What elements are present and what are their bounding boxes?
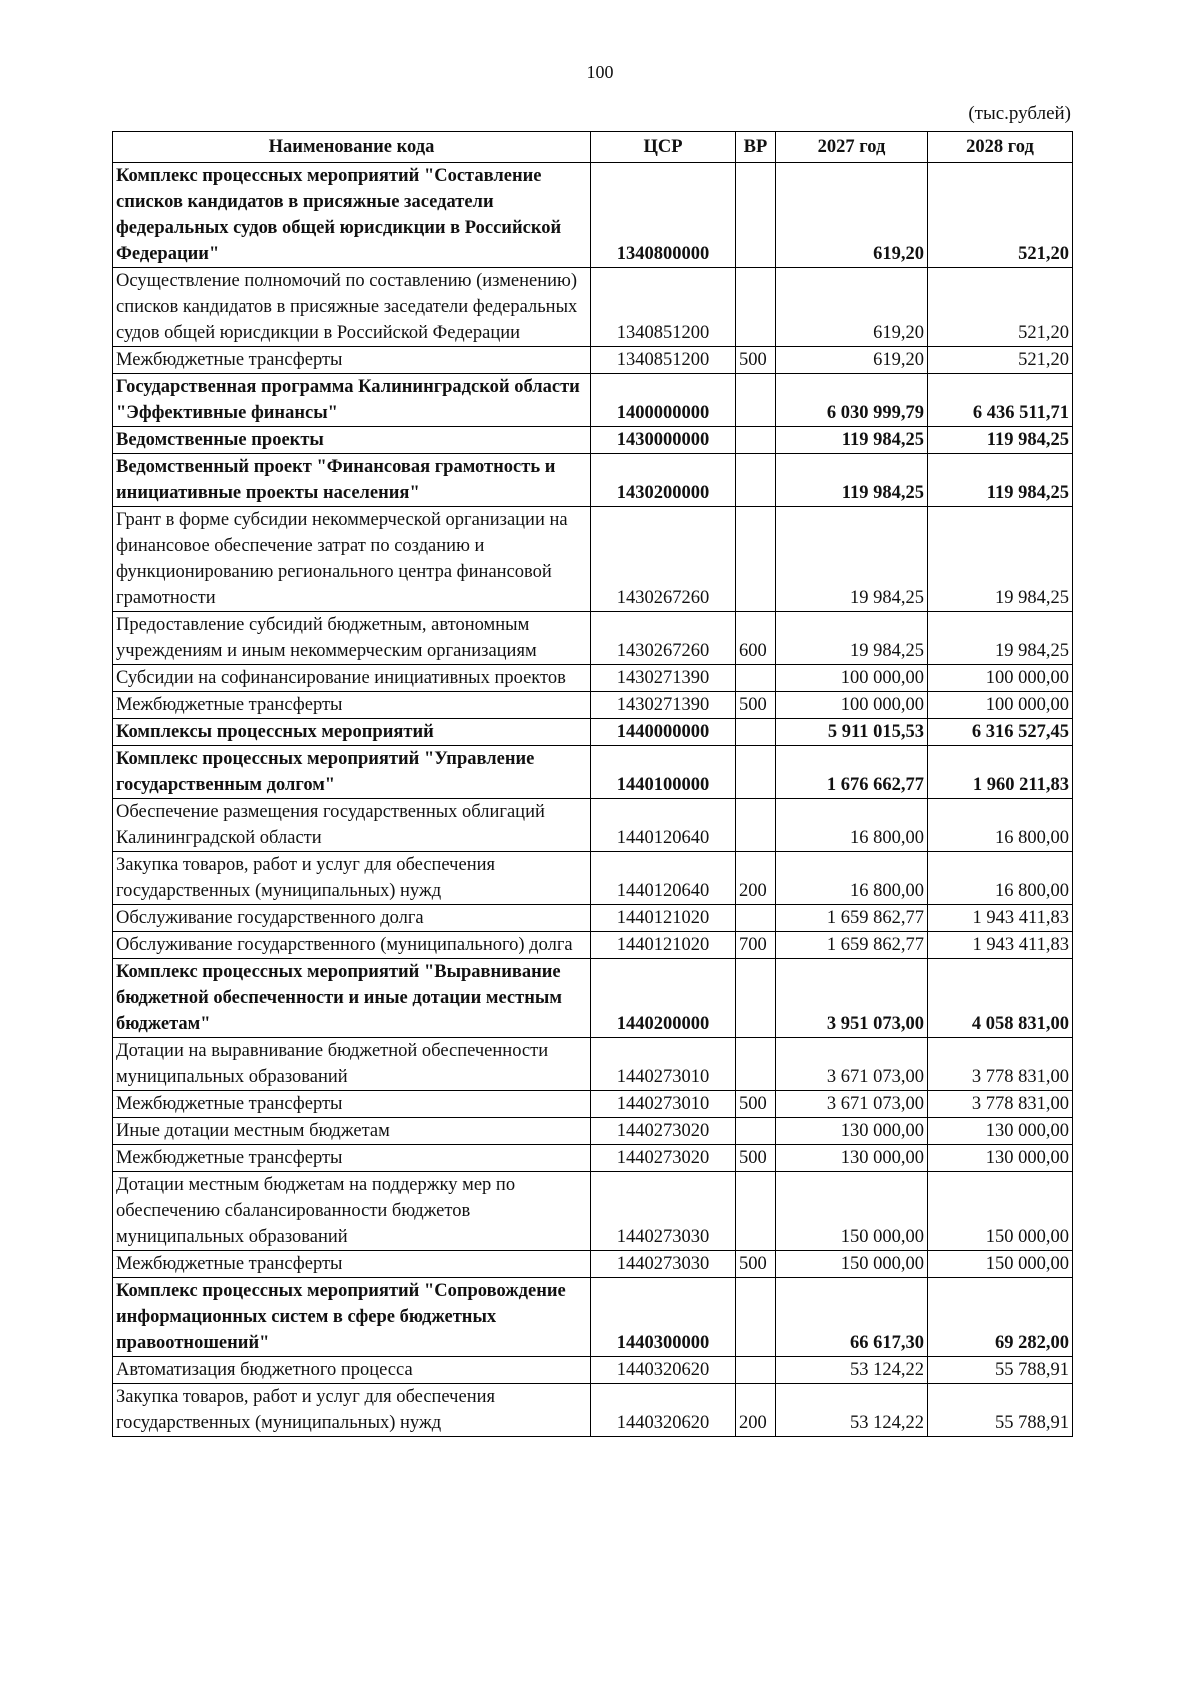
cell-vr	[736, 1357, 776, 1384]
cell-vr	[736, 454, 776, 507]
cell-2027: 3 671 073,00	[776, 1038, 928, 1091]
table-body	[113, 163, 1073, 1437]
cell-2027: 119 984,25	[776, 427, 928, 454]
cell-2027: 100 000,00	[776, 665, 928, 692]
cell-2027: 619,20	[776, 163, 928, 268]
cell-vr: 500	[736, 347, 776, 374]
cell-csr: 1440273020	[591, 1118, 736, 1145]
cell-name: Комплекс процессных мероприятий "Составление списков кандидатов в присяжные заседатели федеральных судов общей юрисдикции в Российской Федерации"	[113, 163, 591, 268]
cell-2028: 16 800,00	[928, 852, 1073, 905]
cell-name: Автоматизация бюджетного процесса	[113, 1357, 591, 1384]
cell-vr: 500	[736, 1145, 776, 1172]
cell-2027: 53 124,22	[776, 1384, 928, 1437]
cell-name: Межбюджетные трансферты	[113, 1145, 591, 1172]
cell-vr: 700	[736, 932, 776, 959]
cell-csr: 1430271390	[591, 665, 736, 692]
cell-2028: 1 943 411,83	[928, 932, 1073, 959]
cell-vr	[736, 905, 776, 932]
header-vr: ВР	[736, 132, 776, 163]
cell-csr: 1340851200	[591, 268, 736, 347]
cell-vr	[736, 1172, 776, 1251]
table-row	[113, 454, 1073, 507]
table-row	[113, 427, 1073, 454]
cell-name: Закупка товаров, работ и услуг для обеспечения государственных (муниципальных) нужд	[113, 852, 591, 905]
cell-2027: 19 984,25	[776, 507, 928, 612]
cell-2027: 3 671 073,00	[776, 1091, 928, 1118]
cell-name: Иные дотации местным бюджетам	[113, 1118, 591, 1145]
cell-csr: 1430271390	[591, 692, 736, 719]
cell-2027: 150 000,00	[776, 1172, 928, 1251]
cell-2027: 1 659 862,77	[776, 905, 928, 932]
table-row	[113, 1278, 1073, 1357]
cell-2027: 1 659 862,77	[776, 932, 928, 959]
header-2027: 2027 год	[776, 132, 928, 163]
table-row	[113, 1145, 1073, 1172]
cell-name: Комплекс процессных мероприятий "Выравнивание бюджетной обеспеченности и иные дотации местным бюджетам"	[113, 959, 591, 1038]
cell-vr	[736, 746, 776, 799]
cell-2027: 1 676 662,77	[776, 746, 928, 799]
cell-name: Дотации на выравнивание бюджетной обеспеченности муниципальных образований	[113, 1038, 591, 1091]
cell-vr	[736, 959, 776, 1038]
cell-name: Межбюджетные трансферты	[113, 1251, 591, 1278]
cell-name: Дотации местным бюджетам на поддержку мер по обеспечению сбалансированности бюджетов муниципальных образований	[113, 1172, 591, 1251]
cell-2027: 6 030 999,79	[776, 374, 928, 427]
cell-vr	[736, 374, 776, 427]
table-row	[113, 1091, 1073, 1118]
cell-2028: 6 436 511,71	[928, 374, 1073, 427]
cell-2028: 150 000,00	[928, 1251, 1073, 1278]
table-row	[113, 374, 1073, 427]
cell-vr: 500	[736, 1091, 776, 1118]
cell-2027: 130 000,00	[776, 1118, 928, 1145]
cell-2027: 119 984,25	[776, 454, 928, 507]
table-row	[113, 163, 1073, 268]
cell-2028: 150 000,00	[928, 1172, 1073, 1251]
cell-csr: 1340800000	[591, 163, 736, 268]
cell-vr: 500	[736, 1251, 776, 1278]
header-name: Наименование кода	[113, 132, 591, 163]
cell-2028: 119 984,25	[928, 427, 1073, 454]
cell-name: Межбюджетные трансферты	[113, 347, 591, 374]
cell-csr: 1440320620	[591, 1357, 736, 1384]
cell-csr: 1440300000	[591, 1278, 736, 1357]
cell-2028: 100 000,00	[928, 692, 1073, 719]
cell-2028: 130 000,00	[928, 1145, 1073, 1172]
cell-2027: 5 911 015,53	[776, 719, 928, 746]
cell-vr	[736, 427, 776, 454]
cell-vr: 200	[736, 852, 776, 905]
cell-2028: 4 058 831,00	[928, 959, 1073, 1038]
cell-vr	[736, 1278, 776, 1357]
cell-2027: 19 984,25	[776, 612, 928, 665]
table-row	[113, 905, 1073, 932]
header-csr: ЦСР	[591, 132, 736, 163]
cell-2028: 3 778 831,00	[928, 1038, 1073, 1091]
table-row	[113, 932, 1073, 959]
cell-vr: 600	[736, 612, 776, 665]
cell-name: Грант в форме субсидии некоммерческой организации на финансовое обеспечение затрат по созданию и функционированию регионального центра финансовой грамотности	[113, 507, 591, 612]
cell-csr: 1440121020	[591, 932, 736, 959]
cell-name: Комплексы процессных мероприятий	[113, 719, 591, 746]
cell-csr: 1440120640	[591, 799, 736, 852]
cell-2028: 55 788,91	[928, 1384, 1073, 1437]
page-number: 100	[586, 62, 614, 82]
cell-csr: 1430267260	[591, 612, 736, 665]
table-row	[113, 1118, 1073, 1145]
cell-2028: 100 000,00	[928, 665, 1073, 692]
cell-name: Обслуживание государственного долга	[113, 905, 591, 932]
cell-csr: 1440273020	[591, 1145, 736, 1172]
cell-2028: 19 984,25	[928, 612, 1073, 665]
cell-name: Обслуживание государственного (муниципального) долга	[113, 932, 591, 959]
cell-csr: 1440100000	[591, 746, 736, 799]
cell-csr: 1440121020	[591, 905, 736, 932]
cell-2027: 16 800,00	[776, 799, 928, 852]
cell-csr: 1340851200	[591, 347, 736, 374]
table-row	[113, 959, 1073, 1038]
cell-2027: 53 124,22	[776, 1357, 928, 1384]
cell-2028: 1 960 211,83	[928, 746, 1073, 799]
table-row	[113, 347, 1073, 374]
cell-name: Закупка товаров, работ и услуг для обеспечения государственных (муниципальных) нужд	[113, 1384, 591, 1437]
cell-2027: 66 617,30	[776, 1278, 928, 1357]
cell-2028: 6 316 527,45	[928, 719, 1073, 746]
cell-vr	[736, 719, 776, 746]
cell-name: Межбюджетные трансферты	[113, 692, 591, 719]
cell-csr: 1440273010	[591, 1038, 736, 1091]
cell-2027: 619,20	[776, 347, 928, 374]
table-row	[113, 507, 1073, 612]
table-row	[113, 1251, 1073, 1278]
cell-csr: 1440273030	[591, 1172, 736, 1251]
cell-csr: 1430267260	[591, 507, 736, 612]
cell-name: Субсидии на софинансирование инициативных проектов	[113, 665, 591, 692]
cell-name: Ведомственные проекты	[113, 427, 591, 454]
units-label: (тыс.рублей)	[968, 103, 1071, 124]
cell-2027: 619,20	[776, 268, 928, 347]
table-row	[113, 746, 1073, 799]
cell-2028: 1 943 411,83	[928, 905, 1073, 932]
table-row	[113, 799, 1073, 852]
cell-2028: 69 282,00	[928, 1278, 1073, 1357]
table-row	[113, 852, 1073, 905]
cell-vr	[736, 799, 776, 852]
cell-name: Государственная программа Калининградской области "Эффективные финансы"	[113, 374, 591, 427]
cell-csr: 1440000000	[591, 719, 736, 746]
cell-2028: 521,20	[928, 163, 1073, 268]
cell-2027: 3 951 073,00	[776, 959, 928, 1038]
cell-vr	[736, 1118, 776, 1145]
cell-vr: 200	[736, 1384, 776, 1437]
cell-vr	[736, 1038, 776, 1091]
table-header-row	[113, 132, 1073, 163]
cell-name: Обеспечение размещения государственных облигаций Калининградской области	[113, 799, 591, 852]
cell-vr: 500	[736, 692, 776, 719]
cell-2028: 521,20	[928, 268, 1073, 347]
cell-2028: 16 800,00	[928, 799, 1073, 852]
cell-2028: 3 778 831,00	[928, 1091, 1073, 1118]
cell-vr	[736, 507, 776, 612]
cell-name: Осуществление полномочий по составлению (изменению) списков кандидатов в присяжные заседатели федеральных судов общей юрисдикции в Российской Федерации	[113, 268, 591, 347]
cell-2028: 55 788,91	[928, 1357, 1073, 1384]
table-row	[113, 1384, 1073, 1437]
cell-csr: 1440273030	[591, 1251, 736, 1278]
cell-2027: 100 000,00	[776, 692, 928, 719]
cell-2027: 130 000,00	[776, 1145, 928, 1172]
cell-2028: 19 984,25	[928, 507, 1073, 612]
cell-2028: 521,20	[928, 347, 1073, 374]
table-row	[113, 692, 1073, 719]
cell-name: Межбюджетные трансферты	[113, 1091, 591, 1118]
table-row	[113, 665, 1073, 692]
table-row	[113, 719, 1073, 746]
cell-name: Ведомственный проект "Финансовая грамотность и инициативные проекты населения"	[113, 454, 591, 507]
cell-csr: 1440320620	[591, 1384, 736, 1437]
cell-vr	[736, 665, 776, 692]
cell-vr	[736, 268, 776, 347]
cell-2027: 150 000,00	[776, 1251, 928, 1278]
cell-2027: 16 800,00	[776, 852, 928, 905]
header-2028: 2028 год	[928, 132, 1073, 163]
cell-csr: 1430200000	[591, 454, 736, 507]
table-row	[113, 1172, 1073, 1251]
cell-csr: 1400000000	[591, 374, 736, 427]
cell-csr: 1440120640	[591, 852, 736, 905]
cell-vr	[736, 163, 776, 268]
table-row	[113, 1357, 1073, 1384]
table-row	[113, 268, 1073, 347]
cell-csr: 1440200000	[591, 959, 736, 1038]
cell-name: Комплекс процессных мероприятий "Сопровождение информационных систем в сфере бюджетных правоотношений"	[113, 1278, 591, 1357]
table-row	[113, 1038, 1073, 1091]
cell-2028: 119 984,25	[928, 454, 1073, 507]
cell-csr: 1440273010	[591, 1091, 736, 1118]
cell-name: Комплекс процессных мероприятий "Управление государственным долгом"	[113, 746, 591, 799]
table-row	[113, 612, 1073, 665]
cell-2028: 130 000,00	[928, 1118, 1073, 1145]
budget-table	[112, 131, 1073, 1437]
cell-csr: 1430000000	[591, 427, 736, 454]
cell-name: Предоставление субсидий бюджетным, автономным учреждениям и иным некоммерческим организациям	[113, 612, 591, 665]
